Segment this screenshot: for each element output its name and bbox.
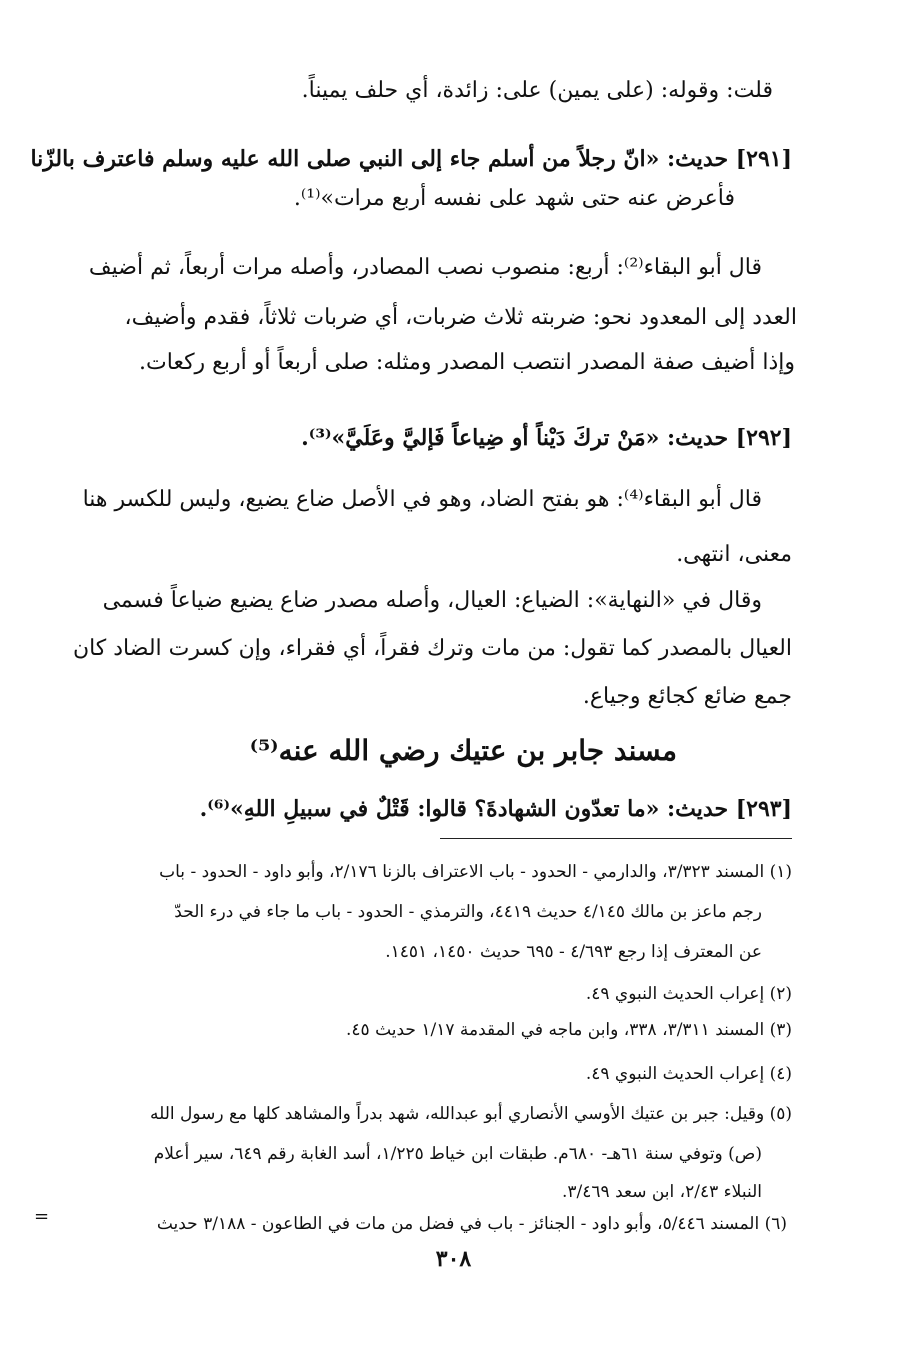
page-number: ٣٠٨ [435, 1246, 472, 1272]
footnote-line: (٦) المسند ٥/٤٤٦، وأبو داود - الجنائز - باب في فضل من مات في الطاعون - ٣/١٨٨ حديث [156, 1214, 787, 1234]
footnote-line: (٢) إعراب الحديث النبوي ٤٩. [585, 984, 792, 1004]
text-line: قال أبو البقاء⁽⁴⁾: هو بفتح الضاد، وهو في الأصل ضاع يضيع، وليس للكسر هنا [82, 487, 762, 512]
text-line: وإذا أضيف صفة المصدر انتصب المصدر ومثله: صلى أربعاً أو أربع ركعات. [139, 350, 795, 375]
text-line: العيال بالمصدر كما تقول: من مات وترك فقراً، أي فقراء، وإن كسرت الضاد كان [72, 636, 792, 661]
footnote-line: (٥) وقيل: جبر بن عتيك الأوسي الأنصاري أبو عبدالله، شهد بدراً والمشاهد كلها مع رسول الله [149, 1104, 792, 1124]
text-line: قال أبو البقاء⁽²⁾: أربع: منصوب نصب المصادر، وأصله مرات أربعاً، ثم أضيف [88, 255, 762, 280]
footnote-divider [440, 838, 792, 839]
text-line: العدد إلى المعدود نحو: ضربته ثلاث ضربات، أي ضربات ثلاثاً، فقدم وأضيف، [124, 305, 797, 330]
footnote-line: (١) المسند ٣/٣٢٣، والدارمي - الحدود - باب الاعتراف بالزنا ٢/١٧٦، وأبو داود - الحدود - باب [159, 862, 792, 882]
section-heading: مسند جابر بن عتيك رضي الله عنه⁽⁵⁾ [249, 734, 677, 767]
footnote-line: (٣) المسند ٣/٣١١، ٣٣٨، وابن ماجه في المقدمة ١/١٧ حديث ٤٥. [346, 1020, 792, 1040]
hadith-293-line: [٢٩٣] حديث: «ما تعدّون الشهادةَ؟ قالوا: قَتْلٌ في سبيلِ اللهِ»⁽⁶⁾. [199, 796, 792, 822]
text-line: قلت: وقوله: (على يمين) على: زائدة، أي حلف يميناً. [301, 78, 773, 103]
hadith-292-line: [٢٩٢] حديث: «مَنْ تركَ دَيْناً أو ضِياعاً فَإليَّ وعَلَيَّ»⁽³⁾. [301, 425, 792, 451]
footnote-line: عن المعترف إذا رجع ٤/٦٩٣ - ٦٩٥ حديث ١٤٥٠، ١٤٥١. [385, 942, 762, 962]
footnote-line: رجم ماعز بن مالك ٤/١٤٥ حديث ٤٤١٩، والترمذي - الحدود - باب ما جاء في درء الحدّ [174, 902, 762, 922]
continuation-mark: = [34, 1206, 50, 1227]
footnote-line: النبلاء ٢/٤٣، ابن سعد ٣/٤٦٩. [562, 1182, 762, 1202]
text-line: جمع ضائع كجائع وجياع. [582, 684, 792, 709]
hadith-291-line: [٢٩١] حديث: «انّ رجلاً من أسلم جاء إلى النبي صلى الله عليه وسلم فاعترف بالزّنا [30, 146, 792, 172]
footnote-line: (ص) وتوفي سنة ٦١هـ- ٦٨٠م. طبقات ابن خياط ١/٢٢٥، أسد الغابة رقم ٦٤٩، سير أعلام [153, 1144, 762, 1164]
text-line: فأعرض عنه حتى شهد على نفسه أربع مرات»⁽¹⁾. [293, 186, 735, 211]
footnote-line: (٤) إعراب الحديث النبوي ٤٩. [585, 1064, 792, 1084]
text-line: وقال في «النهاية»: الضياع: العيال، وأصله مصدر ضاع يضيع ضياعاً فسمى [102, 588, 762, 613]
text-line: معنى، انتهى. [676, 542, 792, 567]
